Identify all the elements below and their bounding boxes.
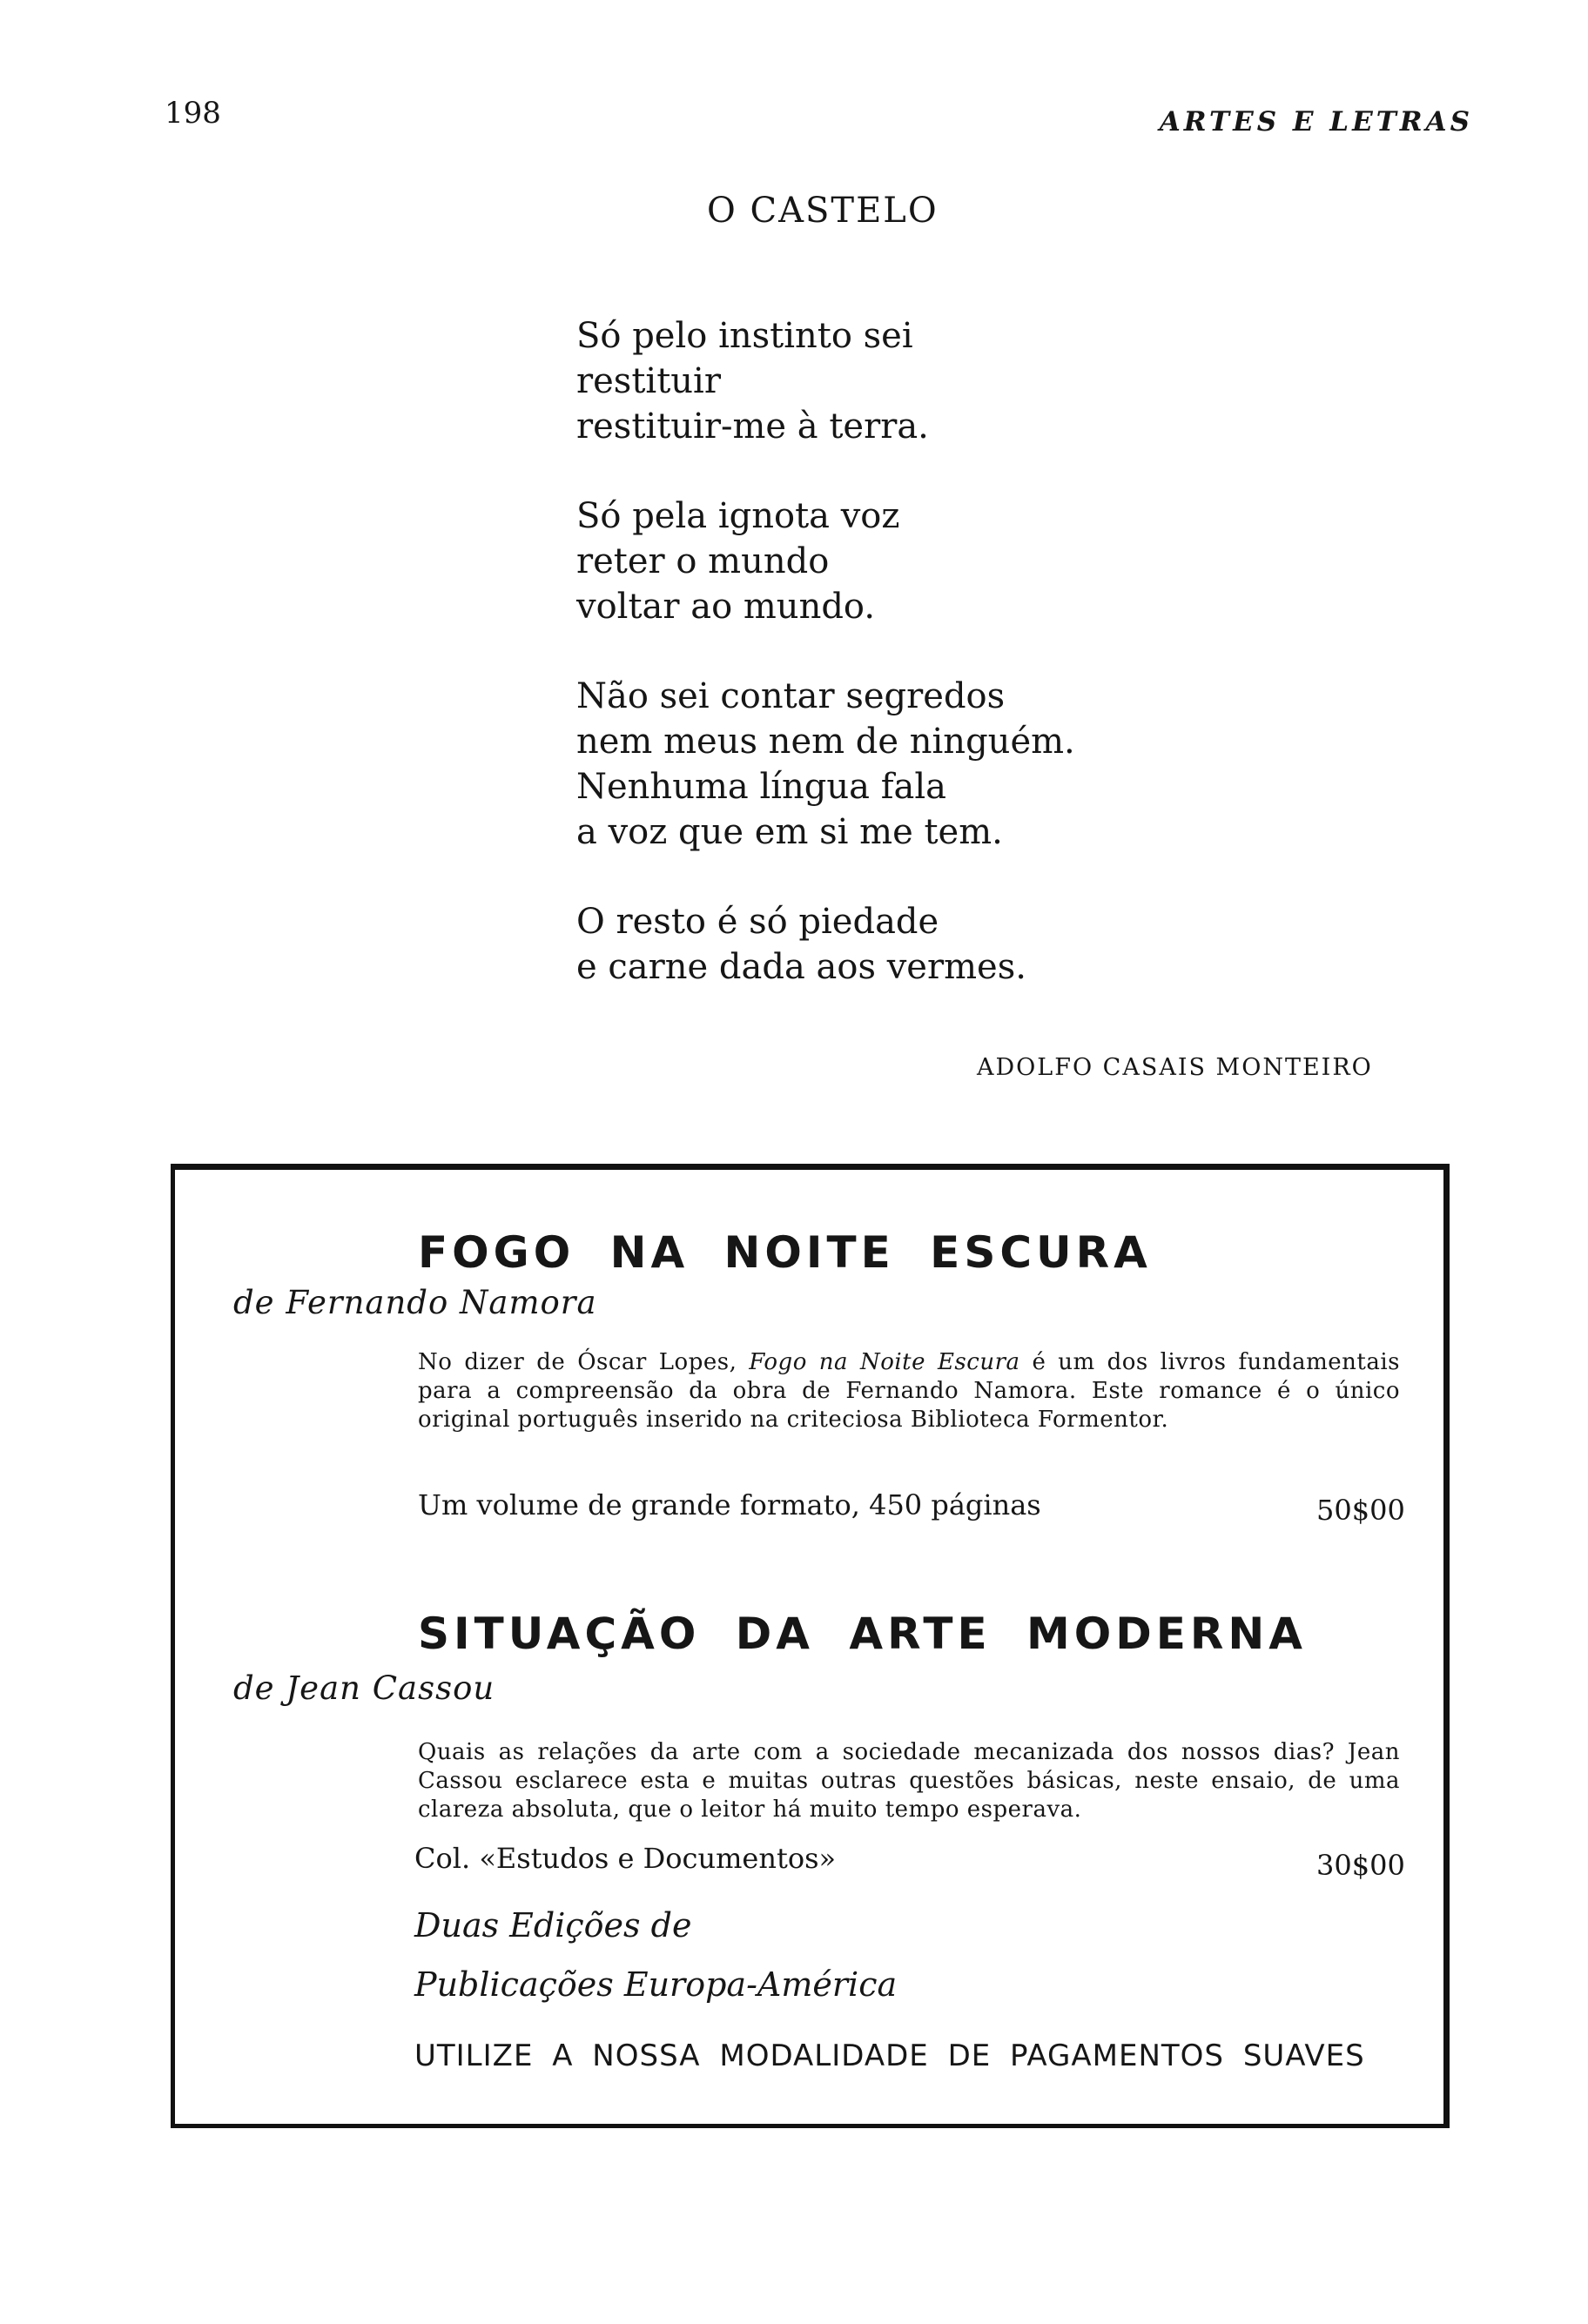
poem-line: a voz que em si me tem. (576, 812, 1003, 852)
description-text: No dizer de Óscar Lopes, (418, 1349, 750, 1375)
book-price: 30$00 (1316, 1849, 1405, 1882)
stanza (576, 674, 1186, 855)
book-author: de Jean Cassou (233, 1669, 495, 1707)
stanza (576, 899, 1186, 990)
page-number: 198 (165, 96, 221, 131)
poem-line: restituir-me à terra. (576, 406, 929, 447)
poem-line: Não sei contar segredos (576, 676, 1006, 716)
poem-line: O resto é só piedade (576, 902, 939, 942)
poem-line: Só pelo instinto sei (576, 316, 913, 356)
poem-line: reter o mundo (576, 541, 830, 581)
book-title: FOGO NA NOITE ESCURA (418, 1227, 1152, 1278)
book-author: de Fernando Namora (233, 1284, 597, 1321)
poem-line: nem meus nem de ninguém. (576, 722, 1075, 762)
book-title: SITUAÇÃO DA ARTE MODERNA (418, 1609, 1307, 1659)
poem-title: O CASTELO (707, 191, 939, 231)
book-format: Col. «Estudos e Documentos» (414, 1842, 837, 1875)
book-description (418, 1348, 1400, 1434)
poem-body (576, 313, 1186, 1034)
book-format: Um volume de grande formato, 450 páginas (418, 1488, 1041, 1521)
poem-line: e carne dada aos vermes. (576, 947, 1026, 987)
poem-line: Só pela ignota voz (576, 496, 900, 536)
description-text: Quais as relações da arte com a sociedade mecanizada dos nossos dias? Jean Cassou esclarece esta e muitas outras questões básicas, neste ensaio, de uma clareza absoluta, que o leitor há muito tempo esperava. (418, 1739, 1400, 1823)
promo-line: UTILIZE A NOSSA MODALIDADE DE PAGAMENTOS SUAVES (414, 2039, 1365, 2073)
edition-line: Duas Edições de (414, 1906, 692, 1945)
description-text: é um dos livros fundamentais para a compreensão da obra de Fernando Namora. Este romance é o único original português inserido na criteciosa Biblioteca Formentor. (418, 1349, 1400, 1433)
poem-line: restituir (576, 361, 721, 401)
publisher-name: Publicações Europa-América (414, 1965, 898, 2004)
book-description (418, 1738, 1400, 1824)
stanza (576, 494, 1186, 629)
book-price: 50$00 (1316, 1494, 1405, 1527)
description-book-title: Fogo na Noite Escura (749, 1349, 1020, 1375)
poem-line: voltar ao mundo. (576, 587, 876, 627)
running-title: ARTES E LETRAS (1159, 106, 1473, 138)
poem-author: ADOLFO CASAIS MONTEIRO (977, 1054, 1373, 1081)
poem-line: Nenhuma língua fala (576, 767, 947, 807)
stanza (576, 313, 1186, 449)
